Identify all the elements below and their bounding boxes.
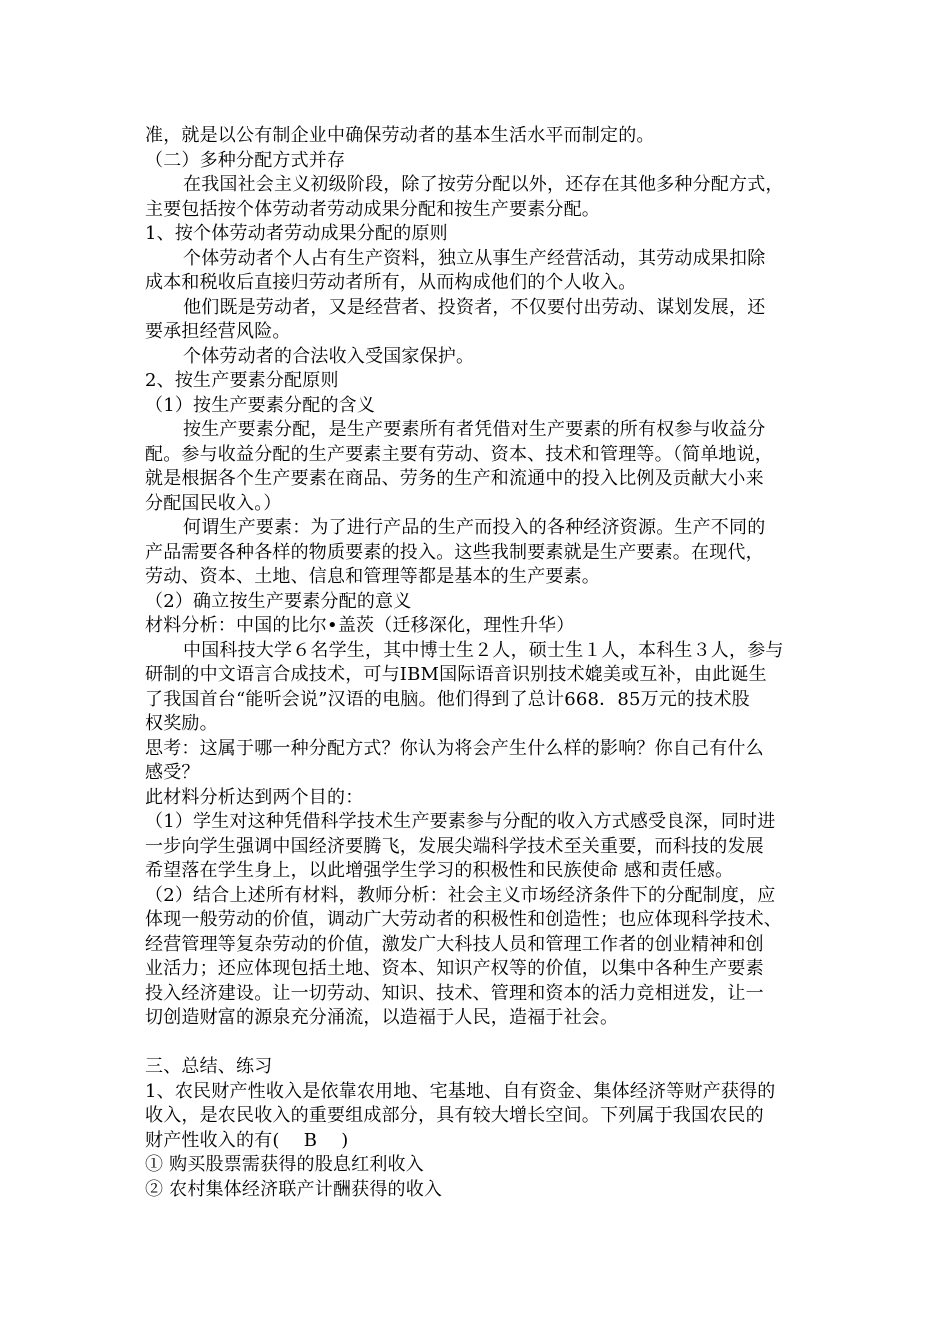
exercise-option: ② 农村集体经济联产计酬获得的收入 <box>145 1178 443 1200</box>
text-line: 产品需要各种各样的物质要素的投入。这些我制要素就是生产要素。在现代， <box>145 541 764 563</box>
text-line: 感受？ <box>145 762 200 783</box>
text-line: （2）结合上述所有材料，教师分析：社会主义市场经济条件下的分配制度，应 <box>145 884 776 906</box>
paragraph-line: 中国科技大学６名学生，其中博士生２人，硕士生１人，本科生３人，参与 <box>183 639 784 661</box>
text-line: 收入，是农民收入的重要组成部分，具有较大增长空间。下列属于我国农民的 <box>145 1105 764 1126</box>
paragraph-line: 按生产要素分配，是生产要素所有者凭借对生产要素的所有权参与收益分 <box>183 419 766 440</box>
section-heading: （二）多种分配方式并存 <box>145 149 346 171</box>
text-line: 投入经济建设。让一切劳动、知识、技术、管理和资本的活力竞相迸发，让一 <box>145 982 764 1004</box>
paragraph-line: 他们既是劳动者，又是经营者、投资者，不仅要付出劳动、谋划发展，还 <box>183 296 766 318</box>
exercise-question: 1、农民财产性收入是依靠农用地、宅基地、自有资金、集体经济等财产获得的 <box>145 1080 776 1102</box>
section-heading: 2、按生产要素分配原则 <box>145 370 339 391</box>
subsection-heading: （1）按生产要素分配的含义 <box>145 394 376 416</box>
text-line: 此材料分析达到两个目的： <box>145 786 364 808</box>
text-line: 业活力；还应体现包括土地、资本、知识产权等的价值，以集中各种生产要素 <box>145 958 764 979</box>
text-line: 权奖励。 <box>145 713 218 734</box>
text-line: 一步向学生强调中国经济要腾飞，发展尖端科学技术至关重要，而科技的发展 <box>145 835 764 857</box>
paragraph-line: 在我国社会主义初级阶段，除了按劳分配以外，还存在其他多种分配方式， <box>183 174 784 195</box>
section-heading: 1、按个体劳动者劳动成果分配的原则 <box>145 223 448 244</box>
text-line: 配。参与收益分配的生产要素主要有劳动、资本、技术和管理等。（简单地说， <box>145 443 773 465</box>
text-line: 主要包括按个体劳动者劳动成果分配和按生产要素分配。 <box>145 198 600 220</box>
text-line: 分配国民收入。） <box>145 492 282 514</box>
paragraph-line: 个体劳动者个人占有生产资料，独立从事生产经营活动，其劳动成果扣除 <box>183 247 766 269</box>
paragraph-line: 个体劳动者的合法收入受国家保护。 <box>183 345 475 367</box>
text-line: 体现一般劳动的价值，调动广大劳动者的积极性和创造性；也应体现科学技术、 <box>145 909 782 930</box>
text-line: 研制的中文语言合成技术，可与IBM国际语音识别技术媲美或互补，由此诞生 <box>145 664 767 685</box>
text-line: 财产性收入的有( B ) <box>145 1129 349 1151</box>
text-line: 希望落在学生身上，以此增强学生学习的积极性和民族使命 感和责任感。 <box>145 860 734 881</box>
subsection-heading: （2）确立按生产要素分配的意义 <box>145 590 412 612</box>
text-line: （1）学生对这种凭借科学技术生产要素参与分配的收入方式感受良深，同时进 <box>145 811 776 832</box>
text-line: 经营管理等复杂劳动的价值，激发广大科技人员和管理工作者的创业精神和创 <box>145 933 764 955</box>
text-line: 要承担经营风险。 <box>145 321 291 342</box>
paragraph-line: 何谓生产要素：为了进行产品的生产而投入的各种经济资源。生产不同的 <box>183 517 766 538</box>
material-heading: 材料分析：中国的比尔•盖茨（迁移深化，理性升华） <box>145 615 575 636</box>
text-line: 准，就是以公有制企业中确保劳动者的基本生活水平而制定的。 <box>145 125 655 146</box>
blank-line <box>145 1031 815 1056</box>
text-line: 了我国首台“能听会说”汉语的电脑。他们得到了总计668．85万元的技术股 <box>145 688 750 710</box>
text-line: 成本和税收后直接归劳动者所有，从而构成他们的个人收入。 <box>145 272 637 293</box>
section-heading: 三、总结、练习 <box>145 1056 273 1077</box>
document-page <box>145 124 815 1202</box>
text-line: 劳动、资本、土地、信息和管理等都是基本的生产要素。 <box>145 566 600 587</box>
text-line: 就是根据各个生产要素在商品、劳务的生产和流通中的投入比例及贡献大小来 <box>145 468 764 489</box>
exercise-option: ① 购买股票需获得的股息红利收入 <box>145 1154 424 1175</box>
question-line: 思考：这属于哪一种分配方式？你认为将会产生什么样的影响？你自己有什么 <box>145 737 764 759</box>
text-line: 切创造财富的源泉充分涌流，以造福于人民，造福于社会。 <box>145 1007 619 1028</box>
